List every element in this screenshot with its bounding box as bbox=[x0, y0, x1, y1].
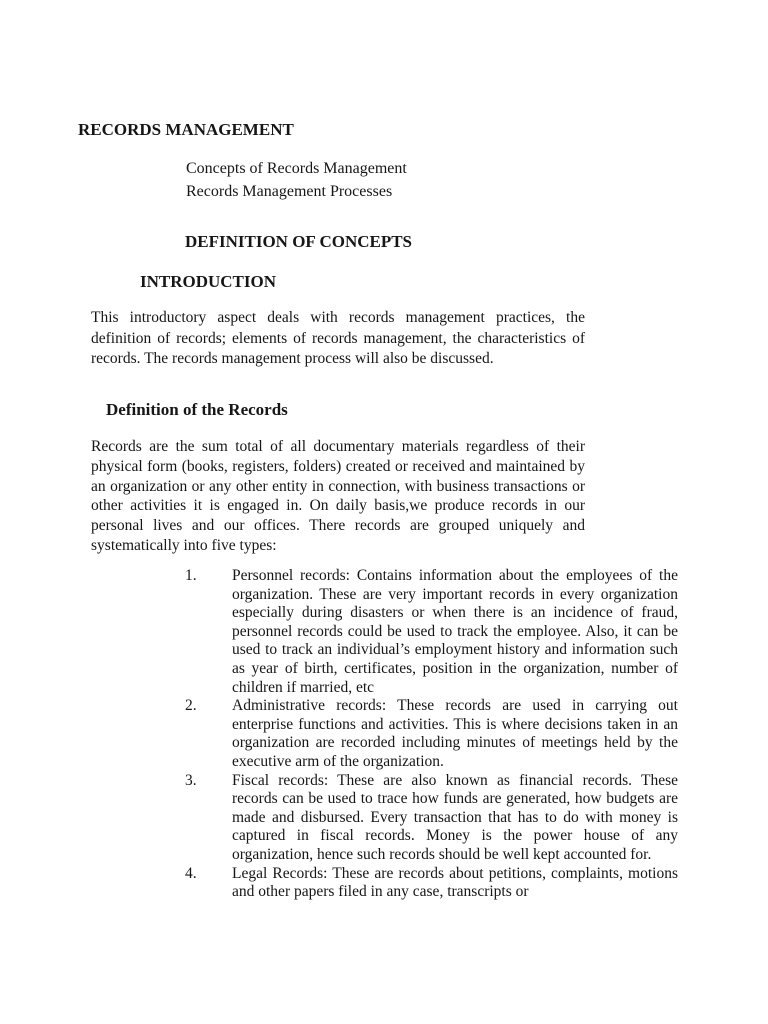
subtitle-line-processes: Records Management Processes bbox=[186, 183, 393, 200]
definition-of-records-heading: Definition of the Records bbox=[106, 400, 288, 419]
list-item bbox=[185, 772, 678, 865]
introduction-paragraph: This introductory aspect deals with records management practices, the definition of records; elements of records management, the characteristics of records. The records management process will also be discussed. bbox=[91, 309, 585, 367]
list-item-text-legal-records: Legal Records: These are records about petitions, complaints, motions and other papers filed in any case, transcripts or bbox=[232, 864, 678, 901]
list-item bbox=[185, 697, 678, 771]
definition-of-concepts-heading: DEFINITION OF CONCEPTS bbox=[185, 232, 413, 251]
list-item bbox=[185, 865, 678, 902]
list-item-number: 3. bbox=[185, 771, 197, 789]
list-item-number: 1. bbox=[185, 567, 197, 584]
subtitle-line-concepts: Concepts of Records Management bbox=[186, 160, 407, 177]
list-item-text-administrative-records: Administrative records: These records are used in carrying out enterprise functions and activities. This is where decisions taken in an organization are recorded including minutes of meetings held by the executive arm of the organization. bbox=[232, 697, 678, 770]
records-definition-paragraph: Records are the sum total of all documentary materials regardless of their physical form (books, registers, folders) created or received and maintained by an organization or any other entity in connection, with business transactions or other activities it is engaged in. On daily basis,we produce records in our personal lives and our offices. There records are grouped uniquely and systematically into five types: bbox=[91, 438, 585, 554]
list-item-text-personnel-records: Personnel records: Contains information about the employees of the organization. These are very important records in every organization especially during disasters or when there is an incidence of fraud, personnel records could be used to track the employee. Also, it can be used to track an individual’s employment history and information such as year of birth, certificates, position in the organization, number of children if married, etc bbox=[232, 567, 678, 696]
document-subtitle-block bbox=[186, 157, 407, 203]
list-item-number: 4. bbox=[185, 864, 197, 882]
introduction-heading: INTRODUCTION bbox=[140, 272, 277, 291]
document-title: RECORDS MANAGEMENT bbox=[78, 120, 294, 139]
list-item-number: 2. bbox=[185, 697, 197, 715]
record-types-list bbox=[185, 567, 678, 902]
list-item bbox=[185, 567, 678, 697]
list-item-text-fiscal-records: Fiscal records: These are also known as financial records. These records can be used to trace how funds are generated, how budgets are made and disbursed. Every transaction that has to do with money is captured in fiscal records. Money is the power house of any organization, hence such records should be well kept accounted for. bbox=[232, 771, 678, 863]
